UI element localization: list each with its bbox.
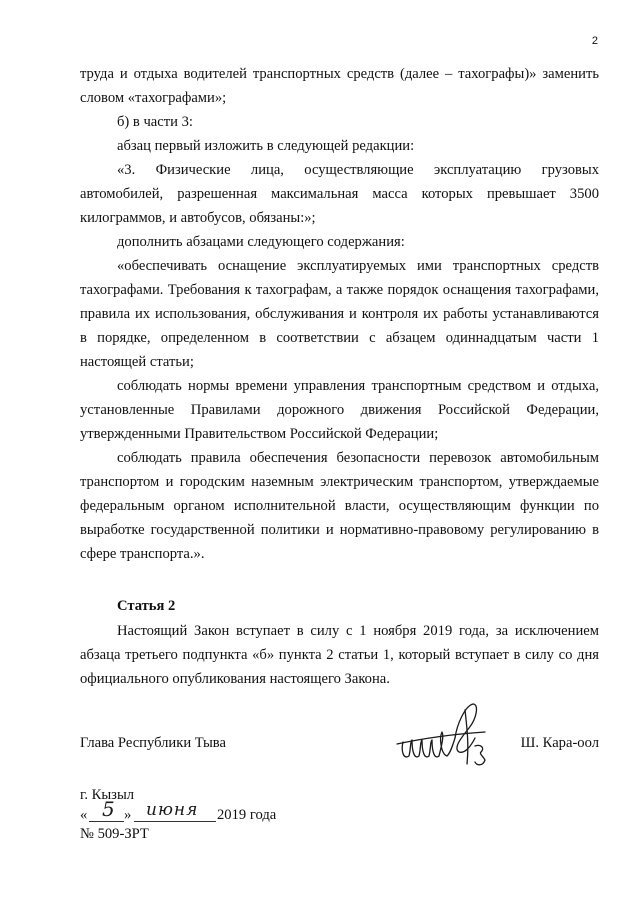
law-number: № 509-ЗРТ	[80, 826, 149, 842]
date-month: июня	[146, 800, 199, 820]
body-text	[80, 62, 599, 566]
page-number: 2	[591, 35, 598, 47]
signatory-name: Ш. Кара-оол	[520, 735, 599, 751]
date-open-quote: «	[80, 807, 88, 823]
paragraph-2: словом «тахографами»;	[80, 90, 227, 106]
handwritten-signature	[395, 698, 495, 780]
paragraph-1: труда и отдыха водителей транспортных средств (далее – тахографы)» заменить	[80, 66, 599, 82]
place: г. Кызыл	[80, 787, 135, 803]
paragraph-9: соблюдать правила обеспечения безопасности перевозок автомобильным транспортом и городским наземным электрическим транспортом, утверждаемые федеральным органом исполнительной власти, осуществляющим функции по выработке государственной политики и нормативно-правовому регулированию в сфере транспорта.».	[80, 450, 599, 562]
paragraph-7: «обеспечивать оснащение эксплуатируемых ими транспортных средств тахографами. Требования к тахографам, а также порядок оснащения тахографами, правила их использования, обслуживания и контроля их работы устанавливаются в порядке, определенном в соответствии с абзацем одиннадцатым части 1 настоящей статьи;	[80, 258, 599, 370]
article-text: Настоящий Закон вступает в силу с 1 ноября 2019 года, за исключением абзаца третьего подпункта «б» пункта 2 статьи 1, который вступает в силу со дня официального опубликования настоящего Закона.	[80, 623, 599, 687]
article-title: Статья 2	[117, 598, 176, 614]
date-day: 5	[102, 797, 115, 821]
date-year: 2019 года	[217, 807, 277, 823]
paragraph-6: дополнить абзацами следующего содержания:	[117, 234, 405, 250]
date-close-quote: »	[124, 807, 132, 823]
paragraph-5: «3. Физические лица, осуществляющие эксплуатацию грузовых автомобилей, разрешенная максимальная масса которых превышает 3500 килограммов, и автобусов, обязаны:»;	[80, 162, 599, 226]
paragraph-8: соблюдать нормы времени управления транспортным средством и отдыха, установленные Правилами дорожного движения Российской Федерации, утвержденными Правительством Российской Федерации;	[80, 378, 599, 442]
signature-block	[80, 731, 599, 761]
signatory-position: Глава Республики Тыва	[80, 735, 226, 751]
paragraph-3: б) в части 3:	[117, 114, 193, 130]
paragraph-4: абзац первый изложить в следующей редакции:	[117, 138, 415, 154]
